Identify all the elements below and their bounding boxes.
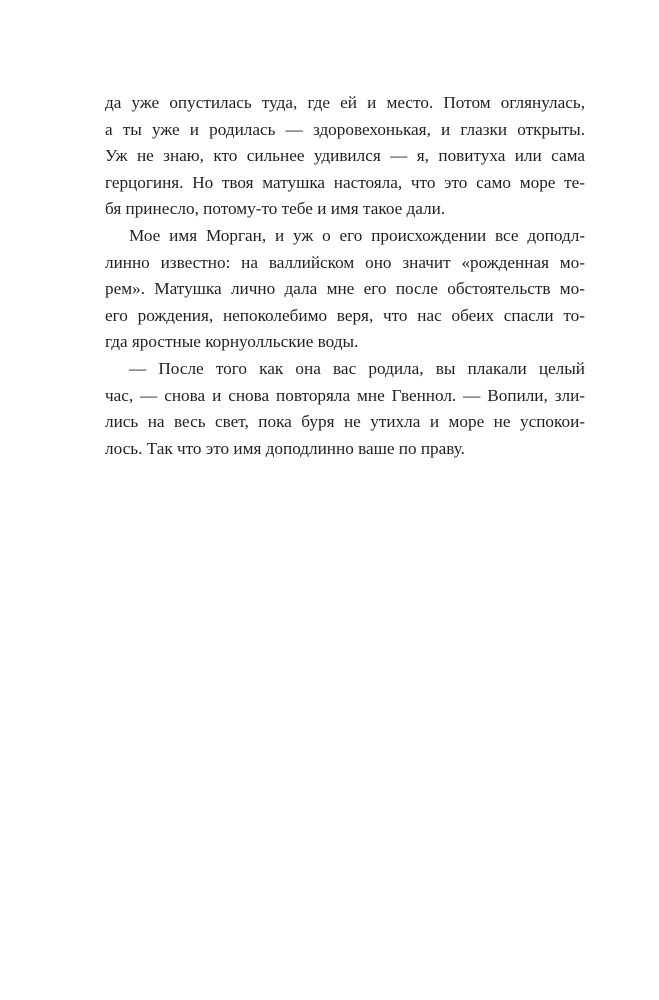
text-line: бя принесло, потому-то тебе и имя такое дали. [105, 199, 446, 219]
text-line: рем». Матушка лично дала мне его после обстоятельств мо- [105, 279, 585, 299]
text-line: Уж не знаю, кто сильнее удивился — я, повитуха или сама [105, 146, 585, 166]
text-line: лись на весь свет, пока буря не утихла и море не успокои- [105, 412, 585, 432]
text-line: гда яростные корнуолльские воды. [105, 332, 359, 352]
text-line: герцогиня. Но твоя матушка настояла, что это само море те- [105, 172, 585, 192]
text-line: а ты уже и родилась — здоровехонькая, и глазки открыты. [105, 119, 585, 139]
text-line: да уже опустилась туда, где ей и место. Потом оглянулась, [105, 93, 585, 112]
text-line: его рождения, непоколебимо веря, что нас обеих спасли то- [105, 305, 585, 325]
text-line: линно известно: на валлийском оно значит «рожденная мо- [105, 252, 585, 272]
text-line: час, — снова и снова повторяла мне Гвеннол. — Вопили, зли- [105, 385, 585, 405]
text-line: лось. Так что это имя доподлинно ваше по праву. [105, 438, 465, 458]
paragraph-start-line: Мое имя Морган, и уж о его происхождении все доподл- [129, 225, 585, 245]
paragraph-start-line: — После того как она вас родила, вы плакали целый [129, 358, 585, 378]
body-text [105, 90, 585, 462]
